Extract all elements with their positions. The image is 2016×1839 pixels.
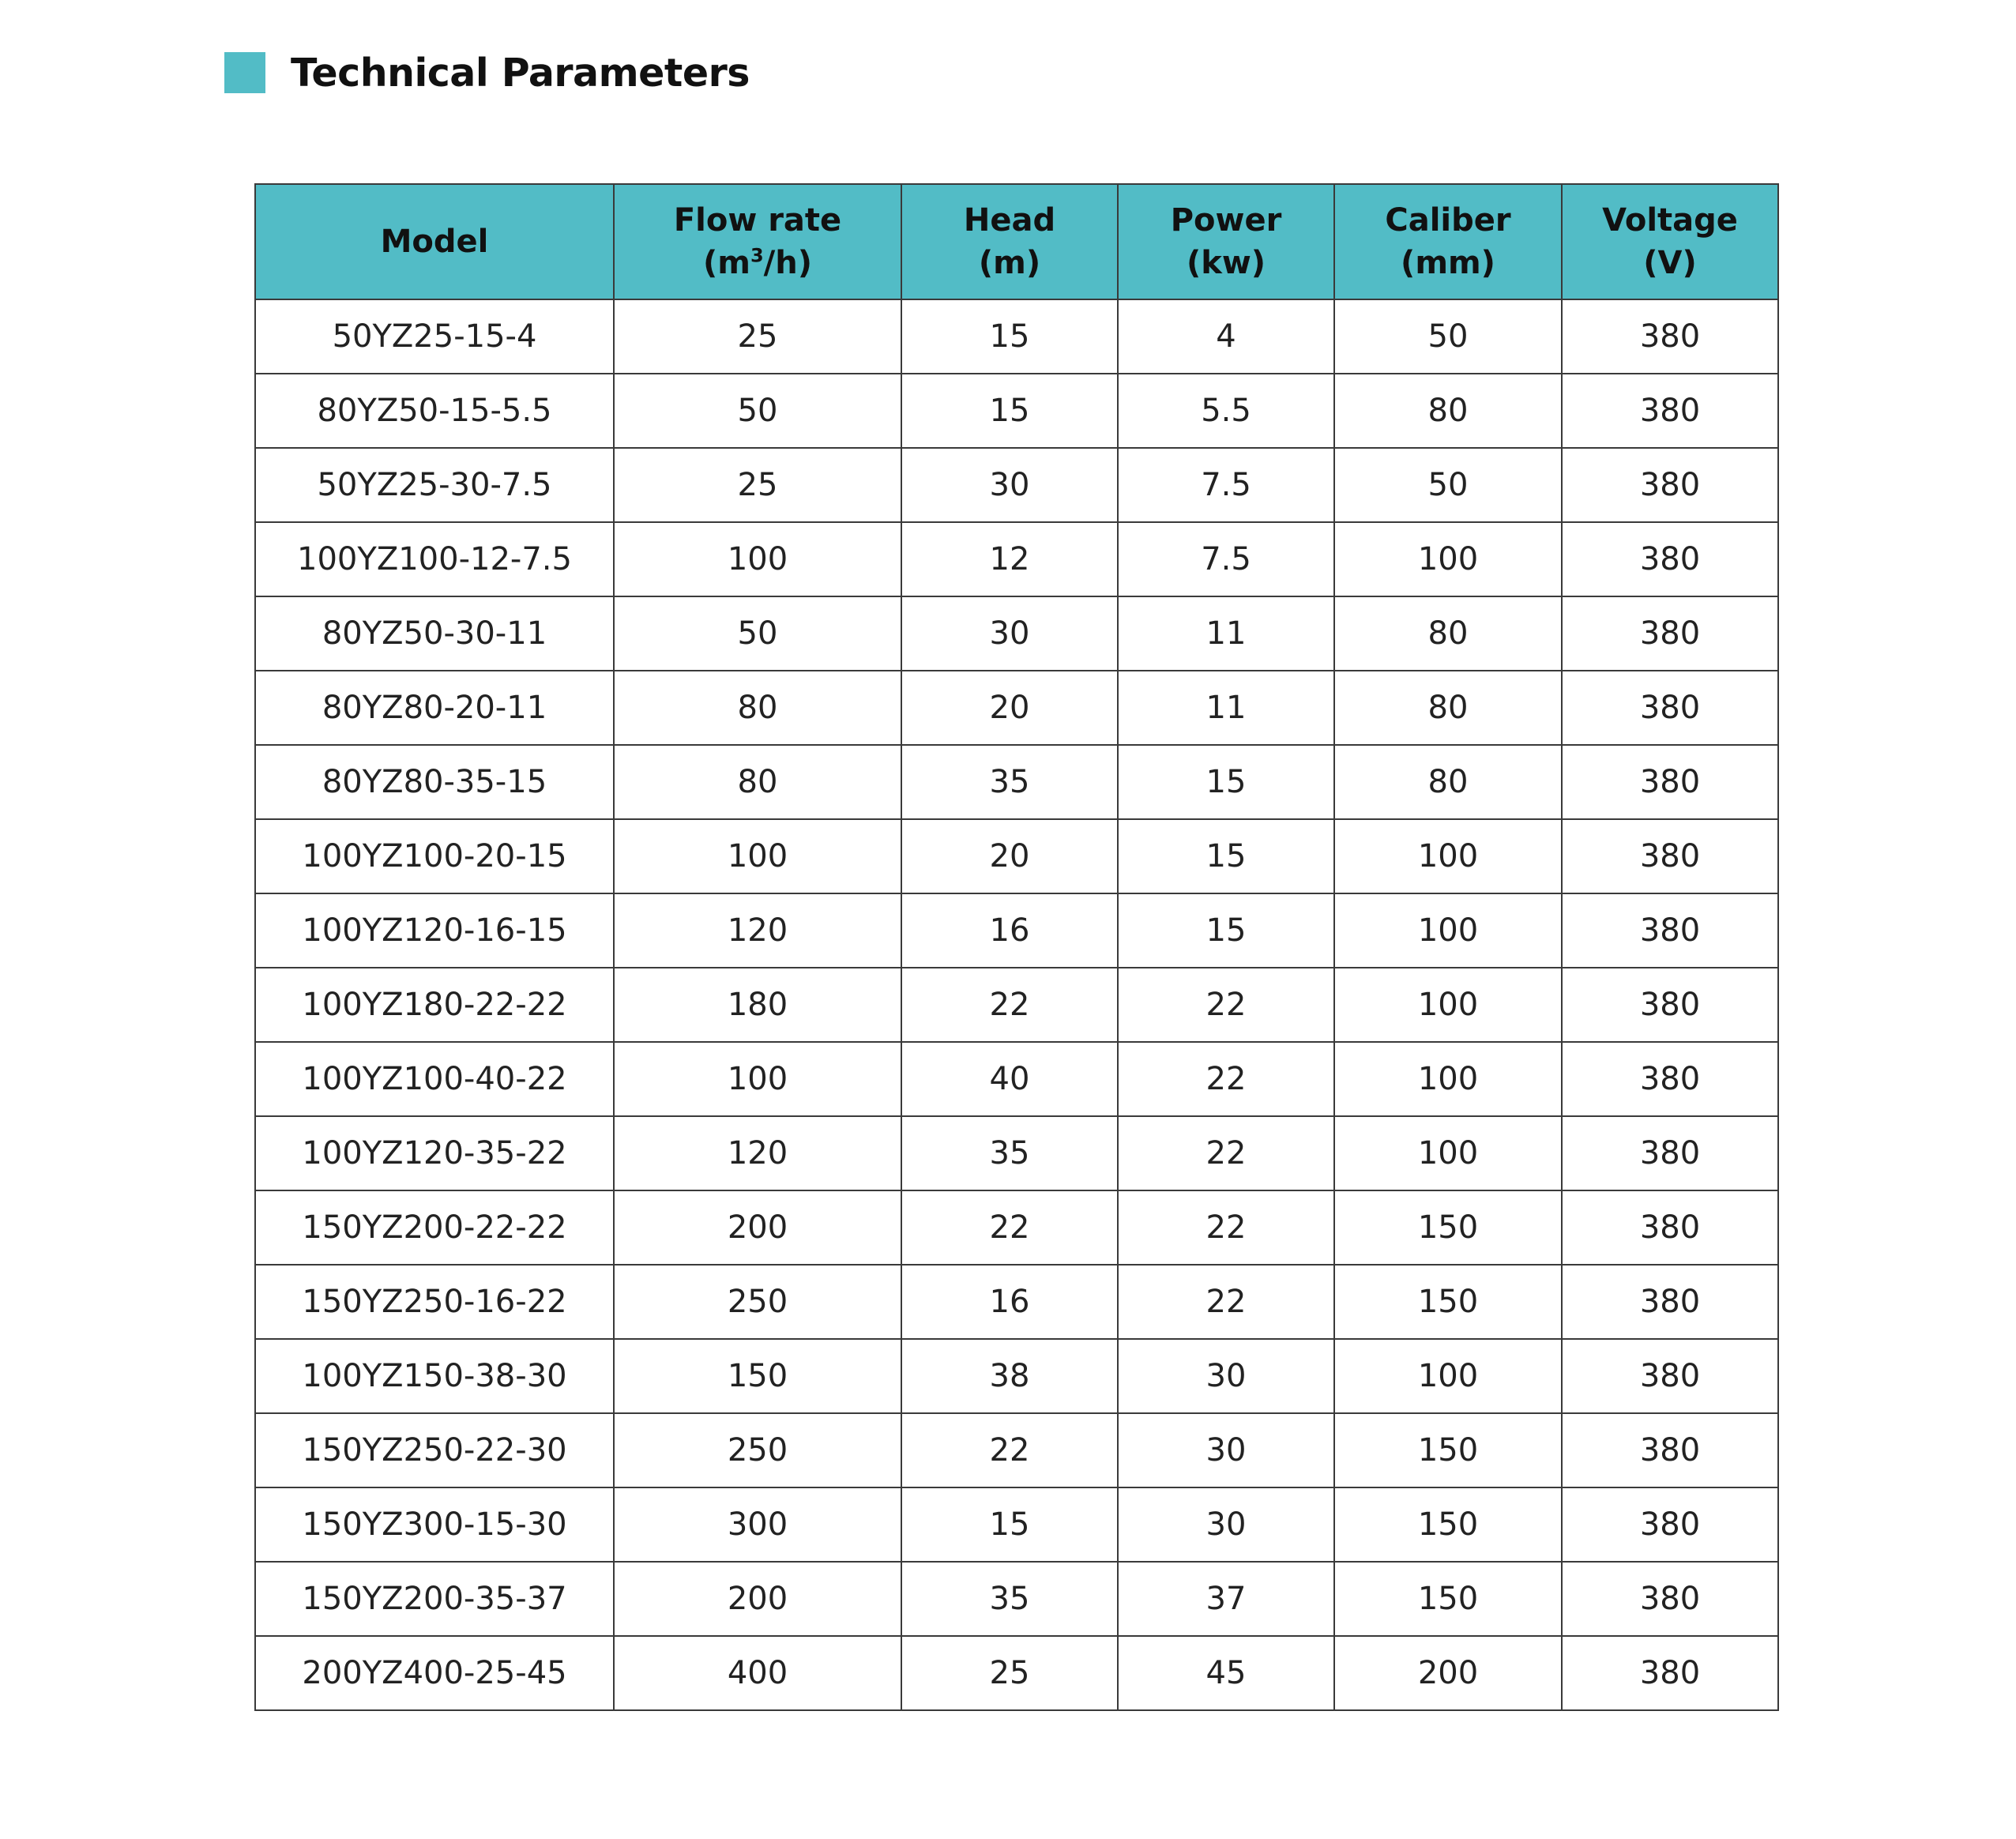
cell-caliber: 150 xyxy=(1334,1487,1562,1562)
cell-voltage: 380 xyxy=(1562,1265,1778,1339)
cell-power: 30 xyxy=(1118,1487,1334,1562)
cell-voltage: 380 xyxy=(1562,596,1778,671)
cell-voltage: 380 xyxy=(1562,448,1778,522)
cell-model: 150YZ200-35-37 xyxy=(255,1562,614,1636)
table-row xyxy=(255,1265,1778,1339)
cell-head: 16 xyxy=(901,893,1118,968)
cell-flow-rate: 100 xyxy=(614,522,901,596)
table-row xyxy=(255,893,1778,968)
cell-caliber: 80 xyxy=(1334,745,1562,819)
header-flow-rate: Flow rate $(m^3/h)$ xyxy=(614,184,901,299)
cell-flow-rate: 250 xyxy=(614,1265,901,1339)
cell-model: 80YZ50-15-5.5 xyxy=(255,374,614,448)
cell-flow-rate: 200 xyxy=(614,1562,901,1636)
header-voltage: Voltage (V) xyxy=(1562,184,1778,299)
table-body xyxy=(255,299,1778,1710)
cell-power: 45 xyxy=(1118,1636,1334,1710)
table-header-row xyxy=(255,184,1778,299)
cell-voltage: 380 xyxy=(1562,522,1778,596)
cell-model: 100YZ120-16-15 xyxy=(255,893,614,968)
cell-flow-rate: 400 xyxy=(614,1636,901,1710)
cell-caliber: 80 xyxy=(1334,596,1562,671)
header-model: Model xyxy=(255,184,614,299)
cell-head: 22 xyxy=(901,1413,1118,1487)
cell-head: 20 xyxy=(901,819,1118,893)
cell-model: 80YZ50-30-11 xyxy=(255,596,614,671)
cell-caliber: 100 xyxy=(1334,893,1562,968)
cell-caliber: 100 xyxy=(1334,819,1562,893)
cell-caliber: 200 xyxy=(1334,1636,1562,1710)
cell-voltage: 380 xyxy=(1562,819,1778,893)
cell-model: 100YZ100-40-22 xyxy=(255,1042,614,1116)
cell-power: 7.5 xyxy=(1118,448,1334,522)
cell-power: 37 xyxy=(1118,1562,1334,1636)
cell-flow-rate: 80 xyxy=(614,745,901,819)
cell-head: 22 xyxy=(901,1190,1118,1265)
cell-power: 22 xyxy=(1118,968,1334,1042)
cell-head: 30 xyxy=(901,448,1118,522)
cell-model: 150YZ300-15-30 xyxy=(255,1487,614,1562)
table-row xyxy=(255,1636,1778,1710)
table-row xyxy=(255,1042,1778,1116)
cell-model: 200YZ400-25-45 xyxy=(255,1636,614,1710)
cell-caliber: 100 xyxy=(1334,522,1562,596)
section-title: Technical Parameters xyxy=(291,50,750,96)
cell-model: 150YZ250-16-22 xyxy=(255,1265,614,1339)
cell-voltage: 380 xyxy=(1562,1562,1778,1636)
cell-voltage: 380 xyxy=(1562,1413,1778,1487)
cell-head: 38 xyxy=(901,1339,1118,1413)
table-row xyxy=(255,968,1778,1042)
cell-flow-rate: 25 xyxy=(614,448,901,522)
cell-flow-rate: 150 xyxy=(614,1339,901,1413)
cell-power: 7.5 xyxy=(1118,522,1334,596)
cell-voltage: 380 xyxy=(1562,1190,1778,1265)
header-power: Power (kw) xyxy=(1118,184,1334,299)
cell-flow-rate: 50 xyxy=(614,596,901,671)
cell-head: 30 xyxy=(901,596,1118,671)
cell-power: 22 xyxy=(1118,1042,1334,1116)
cell-flow-rate: 120 xyxy=(614,1116,901,1190)
cell-voltage: 380 xyxy=(1562,1636,1778,1710)
cell-power: 30 xyxy=(1118,1339,1334,1413)
cell-model: 100YZ150-38-30 xyxy=(255,1339,614,1413)
cell-head: 40 xyxy=(901,1042,1118,1116)
cell-voltage: 380 xyxy=(1562,893,1778,968)
table-row xyxy=(255,1116,1778,1190)
cell-power: 30 xyxy=(1118,1413,1334,1487)
table-row xyxy=(255,522,1778,596)
cell-caliber: 100 xyxy=(1334,1116,1562,1190)
table-row xyxy=(255,448,1778,522)
cell-flow-rate: 100 xyxy=(614,819,901,893)
header-head: Head (m) xyxy=(901,184,1118,299)
cell-caliber: 150 xyxy=(1334,1190,1562,1265)
cell-caliber: 50 xyxy=(1334,299,1562,374)
cell-caliber: 100 xyxy=(1334,968,1562,1042)
cell-head: 15 xyxy=(901,1487,1118,1562)
cell-power: 11 xyxy=(1118,671,1334,745)
cell-flow-rate: 200 xyxy=(614,1190,901,1265)
header-caliber: Caliber (mm) xyxy=(1334,184,1562,299)
cell-power: 15 xyxy=(1118,745,1334,819)
cell-model: 80YZ80-20-11 xyxy=(255,671,614,745)
technical-parameters-table xyxy=(254,183,1779,1711)
cell-flow-rate: 80 xyxy=(614,671,901,745)
cell-flow-rate: 180 xyxy=(614,968,901,1042)
cell-head: 35 xyxy=(901,1562,1118,1636)
cell-caliber: 80 xyxy=(1334,374,1562,448)
table-row xyxy=(255,1487,1778,1562)
table-row xyxy=(255,671,1778,745)
cell-caliber: 150 xyxy=(1334,1265,1562,1339)
cell-flow-rate: 25 xyxy=(614,299,901,374)
cell-power: 11 xyxy=(1118,596,1334,671)
cell-head: 35 xyxy=(901,1116,1118,1190)
cell-head: 16 xyxy=(901,1265,1118,1339)
table-row xyxy=(255,1413,1778,1487)
cell-voltage: 380 xyxy=(1562,1487,1778,1562)
cell-flow-rate: 50 xyxy=(614,374,901,448)
cell-power: 22 xyxy=(1118,1190,1334,1265)
cell-caliber: 100 xyxy=(1334,1042,1562,1116)
cell-head: 22 xyxy=(901,968,1118,1042)
cell-voltage: 380 xyxy=(1562,1042,1778,1116)
cell-head: 25 xyxy=(901,1636,1118,1710)
cell-flow-rate: 120 xyxy=(614,893,901,968)
table-row xyxy=(255,1190,1778,1265)
cell-voltage: 380 xyxy=(1562,1339,1778,1413)
cell-head: 15 xyxy=(901,374,1118,448)
cell-model: 100YZ180-22-22 xyxy=(255,968,614,1042)
section-marker-square xyxy=(224,52,265,93)
cell-model: 50YZ25-30-7.5 xyxy=(255,448,614,522)
cell-model: 150YZ250-22-30 xyxy=(255,1413,614,1487)
table-row xyxy=(255,374,1778,448)
cell-voltage: 380 xyxy=(1562,374,1778,448)
cell-flow-rate: 100 xyxy=(614,1042,901,1116)
cell-power: 22 xyxy=(1118,1116,1334,1190)
section-header xyxy=(224,47,750,98)
cell-voltage: 380 xyxy=(1562,671,1778,745)
cell-power: 22 xyxy=(1118,1265,1334,1339)
cell-voltage: 380 xyxy=(1562,745,1778,819)
cell-power: 15 xyxy=(1118,893,1334,968)
cell-model: 150YZ200-22-22 xyxy=(255,1190,614,1265)
cell-head: 12 xyxy=(901,522,1118,596)
cell-caliber: 50 xyxy=(1334,448,1562,522)
cell-model: 100YZ100-20-15 xyxy=(255,819,614,893)
cell-caliber: 80 xyxy=(1334,671,1562,745)
cell-caliber: 150 xyxy=(1334,1562,1562,1636)
table-row xyxy=(255,299,1778,374)
cell-head: 35 xyxy=(901,745,1118,819)
table-row xyxy=(255,1339,1778,1413)
cell-model: 80YZ80-35-15 xyxy=(255,745,614,819)
cell-flow-rate: 250 xyxy=(614,1413,901,1487)
cell-head: 20 xyxy=(901,671,1118,745)
cell-voltage: 380 xyxy=(1562,968,1778,1042)
cell-model: 50YZ25-15-4 xyxy=(255,299,614,374)
cell-voltage: 380 xyxy=(1562,1116,1778,1190)
cell-caliber: 100 xyxy=(1334,1339,1562,1413)
table-row xyxy=(255,596,1778,671)
cell-voltage: 380 xyxy=(1562,299,1778,374)
table-row xyxy=(255,819,1778,893)
cell-head: 15 xyxy=(901,299,1118,374)
cell-flow-rate: 300 xyxy=(614,1487,901,1562)
cell-model: 100YZ100-12-7.5 xyxy=(255,522,614,596)
cell-caliber: 150 xyxy=(1334,1413,1562,1487)
table-row xyxy=(255,745,1778,819)
cell-model: 100YZ120-35-22 xyxy=(255,1116,614,1190)
cell-power: 4 xyxy=(1118,299,1334,374)
table-row xyxy=(255,1562,1778,1636)
cell-power: 5.5 xyxy=(1118,374,1334,448)
cell-power: 15 xyxy=(1118,819,1334,893)
